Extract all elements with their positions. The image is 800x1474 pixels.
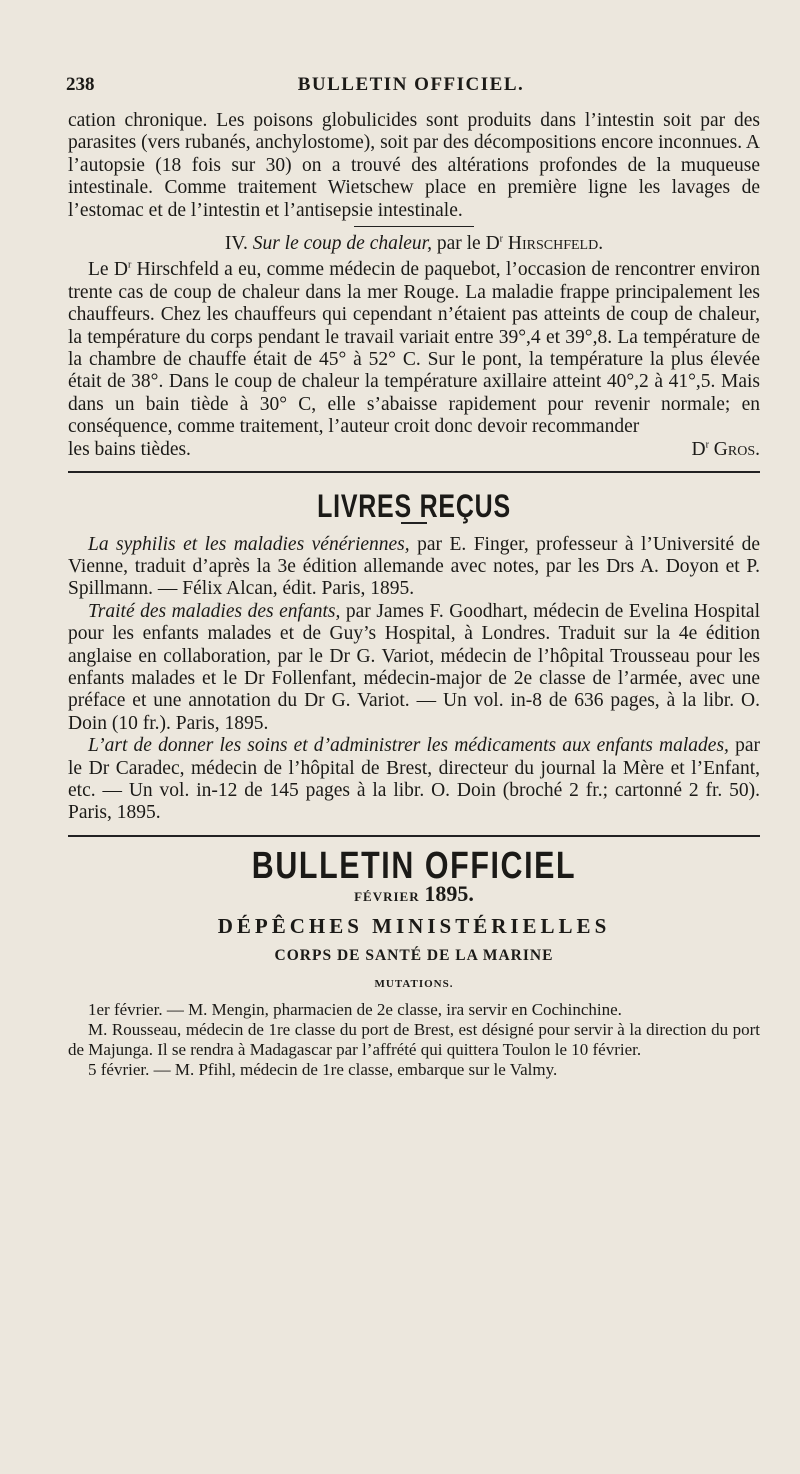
signature-line (68, 439, 760, 461)
para2-last-line: les bains tièdes. (68, 438, 191, 460)
book-entry (68, 534, 760, 601)
section-rule (68, 835, 760, 837)
book-entry (68, 735, 760, 825)
book-title: L’art de donner les soins et d’administrer les médicaments aux enfants malades, (88, 735, 729, 757)
running-title: BULLETIN OFFICIEL. (297, 74, 525, 95)
section-by-sup: r (499, 233, 504, 245)
page-number: 238 (66, 74, 95, 95)
book-entry (68, 601, 760, 735)
bulletin-month: FÉVRIER (354, 889, 420, 905)
section-number: IV. (224, 233, 248, 255)
bulletin-year: 1895. (424, 881, 474, 907)
running-header (66, 74, 756, 104)
book-text: par le Dr Caradec, médecin de l’hôpital de Brest, directeur du journal la Mère et l’Enfant, etc. — Un vol. in-12 de 145 pages à la libr. O. Doin (broché 2 fr.; cartonné 2 fr. 50). Paris, 1895. (68, 735, 760, 824)
book-text: par E. Finger, professeur à l’Université de Vienne, traduit d’après la 3e édition allemande avec notes, par les Drs A. Doyon et P. Spillmann. — Félix Alcan, édit. Paris, 1895. (68, 533, 760, 600)
mutations-list (68, 1000, 760, 1080)
livres-heading: LIVRES REÇUS (317, 488, 511, 525)
mutation-entry: 1er février. — M. Mengin, pharmacien de 2e classe, ira servir en Cochinchine. (88, 999, 622, 1019)
section-rule (68, 471, 760, 473)
mutation-entry: M. Rousseau, médecin de 1re classe du port de Brest, est désigné pour servir à la direction du port de Majunga. Il se rendra à Madagascar par l’affrété qui quittera Toulon le 10 février. (68, 1019, 760, 1059)
para2-text: Hirschfeld a eu, comme médecin de paquebot, l’occasion de rencontrer environ trente cas de coup de chaleur dans la mer Rouge. La maladie frappe principalement les chauffeurs. Chez les chauffeurs qui cependant n’étaient pas atteints de coup de chaleur, la température du corps pendant le travail variait entre 39°,4 et 39°,8. La température de la chambre de chauffe était de 45° à 52° C. Sur le pont, la température la plus élevée était de 38°. Dans le coup de chaleur la température axillaire atteint 40°,2 à 41°,5. Mais dans un bain tiède à 30° C, elle s’abaisse rapidement pour revenir normale; en conséquence, comme traitement, l’auteur croit donc devoir recommander (68, 259, 760, 438)
book-title: Traité des maladies des enfants, (88, 600, 341, 622)
signature: $D^r$ Gros. (691, 438, 760, 460)
mutations-heading: MUTATIONS. (374, 978, 454, 991)
bulletin-heading: BULLETIN OFFICIEL (251, 844, 577, 887)
bulletin-date (68, 883, 760, 908)
depeches-heading: DÉPÊCHES MINISTÉRIELLES (217, 913, 611, 938)
paragraph-heatstroke (68, 259, 760, 438)
corps-heading: CORPS DE SANTÉ DE LA MARINE (274, 947, 554, 964)
section-author: Hirschfeld. (507, 233, 604, 255)
section-heading (68, 233, 760, 255)
page-body (68, 110, 760, 1080)
para2-lead-sup: r (127, 259, 132, 271)
mutation-entry: 5 février. — M. Pfihl, médecin de 1re classe, embarque sur le Valmy. (88, 1059, 558, 1079)
para2-lead: Le D (88, 259, 128, 281)
section-title: Sur le coup de chaleur, (252, 233, 432, 255)
paragraph-continuation: cation chronique. Les poisons globulicides sont produits dans l’intestin soit par des parasites (vers rubanés, anchylostome), soit par des décompositions encore inconnues. A l’autopsie (18 fois sur 30) on a trouvé des altérations profondes de la muqueuse intestinale. Comme traitement Wietschew place en première ligne les lavages de l’estomac et de l’intestin et l’antisepsie intestinale. (68, 110, 760, 221)
section-by: par le D (436, 233, 500, 255)
section-divider (354, 226, 474, 227)
book-title: La syphilis et les maladies vénériennes, (88, 533, 410, 555)
book-text: par James F. Goodhart, médecin de Evelina Hospital pour les enfants malades et de Guy’s Hospital, à Londres. Traduit sur la 4e édition anglaise en collaboration, par le Dr G. Variot, médecin de l’hôpital Trousseau pour les enfants malades et le Dr Follenfant, médecin-major de 2e classe de l’armée, avec une préface et une annotation du Dr G. Variot. — Un vol. in-8 de 636 pages, à la libr. O. Doin (10 fr.). Paris, 1895. (68, 600, 760, 734)
